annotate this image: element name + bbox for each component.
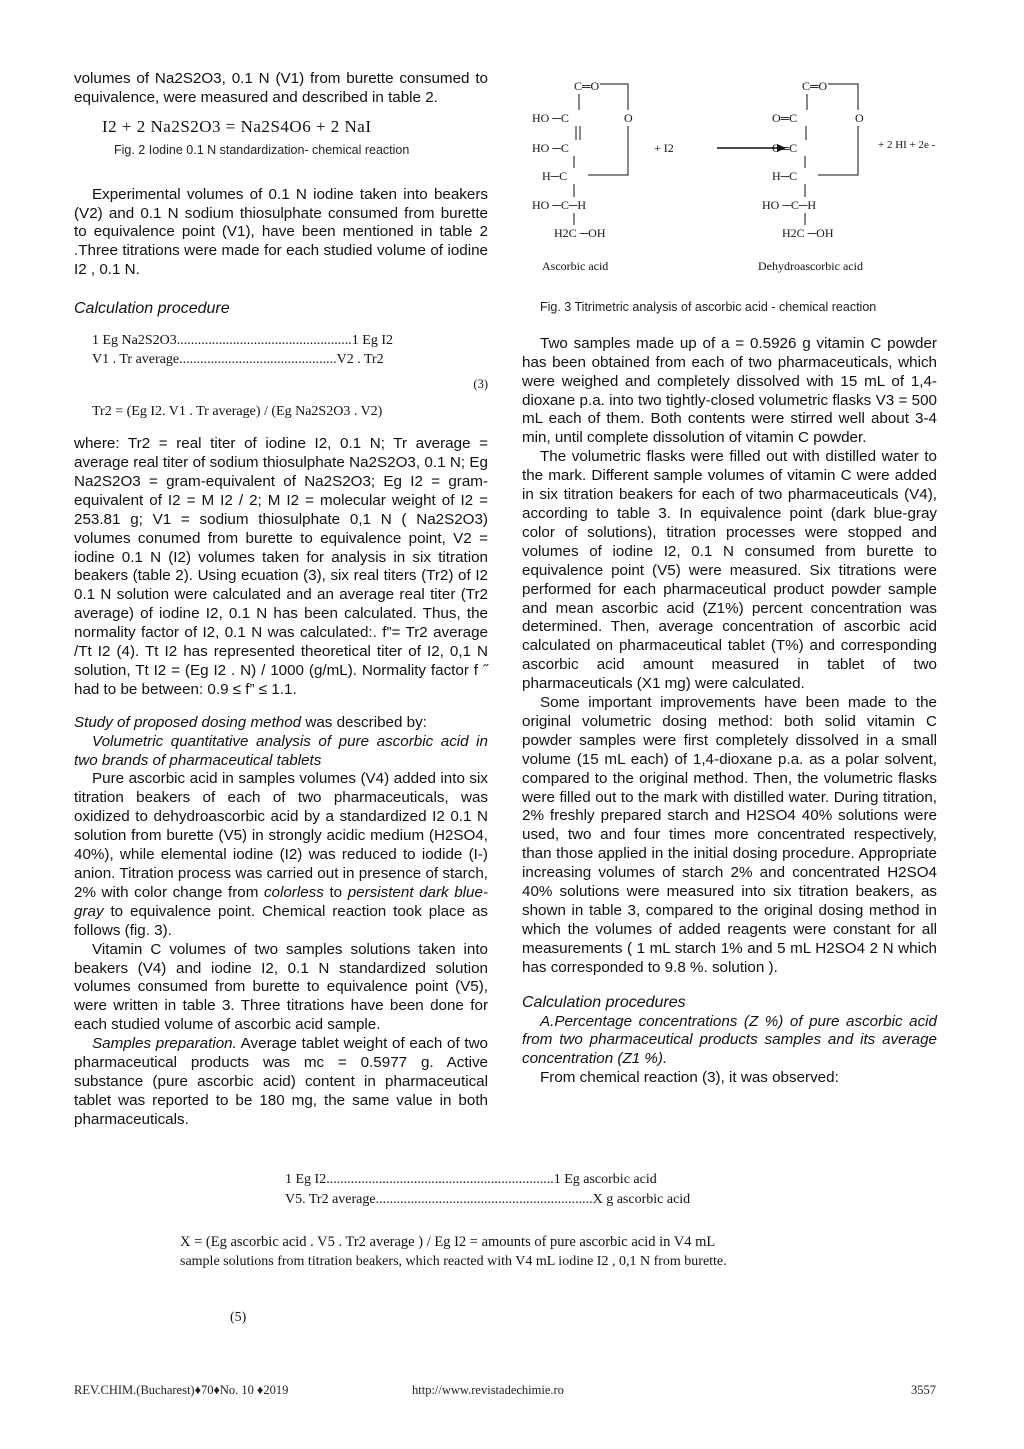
pure-ascorbic-paragraph — [74, 770, 488, 940]
dehydro-h2c-oh: H2C ─OH — [782, 226, 834, 240]
bottom-line-2: V5. Tr2 average..............................................................X g ascorbic acid — [285, 1192, 691, 1207]
fig3-reaction-diagram — [522, 70, 937, 290]
ascorbic-ho-c2: HO ─C — [532, 141, 569, 155]
from-reaction-paragraph: From chemical reaction (3), it was observed: — [540, 1069, 839, 1087]
ascorbic-co: C═O — [574, 79, 600, 93]
equation-number-3: (3) — [473, 377, 488, 392]
two-samples-paragraph: Two samples made up of a = 0.5926 g vitamin C powder has been obtained from each of two pharmaceuticals, which were weighed and completely dissolved with 15 mL of 1,4-dioxane p.a. into two tightly-closed volumetric flasks V3 = 500 mL each of them. Both contents were stirred well about 3-4 min, until complete dissolution of vitamin C powder. — [522, 334, 937, 447]
dehydro-o-c2: O═C — [772, 141, 798, 155]
name-ascorbic-acid: Ascorbic acid — [542, 259, 609, 273]
page-number: 3557 — [911, 1383, 936, 1397]
dehydro-ring-o: O — [855, 111, 864, 125]
study-lead: Study of proposed dosing method — [74, 713, 302, 731]
calc-procedures-heading: Calculation procedures — [522, 993, 686, 1011]
samples-paragraph — [74, 1035, 488, 1130]
pure-text-b: to equivalence point. Chemical reaction took place as follows (fig. 3). — [74, 902, 488, 939]
dehydro-ho-c-h: HO ─C─H — [762, 198, 817, 212]
bottom-line-1: 1 Eg I2.................................................................1 Eg ascorbic acid — [285, 1172, 657, 1187]
ascorbic-ho-c-h: HO ─C─H — [532, 198, 587, 212]
calc-line-2: V1 . Tr average.............................................V2 . Tr2 — [92, 352, 384, 368]
percentage-subheading: A.Percentage concentrations (Z %) of pure ascorbic acid from two pharmaceutical products samples and its average concentration (Z1 %). — [522, 1012, 937, 1068]
improvements-paragraph: Some important improvements have been made to the original volumetric dosing method: both solid vitamin C powder samples were first completely dissolved in a small volume (15 mL each) of 1,4-dioxane p.a. as a polar solvent, compared to the original method. Then, the volumetric flasks were filled out to the mark with distilled water. During titration, 2% freshly prepared starch and H2SO4 40% solutions were used, two and four times more concentrated respectively, than those applied in the initial dosing procedure. Appropriate increasing volumes of starch 2% and concentrated H2SO4 40% solutions were measured into six titration beakers, as shown in table 3, compared to the original dosing method in which the volumes of added reagents were constant for all measurements ( 1 mL starch 1% and 5 mL H2SO4 2 N which has corresponded to 9.8 %. solution ). — [522, 694, 937, 976]
dehydro-o-c1: O═C — [772, 111, 798, 125]
fig2-caption: Fig. 2 Iodine 0.1 N standardization- chemical reaction — [114, 142, 410, 157]
pure-to: to — [323, 883, 348, 901]
plus-iodine: + I2 — [654, 141, 674, 155]
colorless-term: colorless — [263, 883, 324, 901]
samples-rest: Average tablet weight of each of two pharmaceutical products was mc = 0.5977 g. Active substance (pure ascorbic acid) content in pharmaceutical tablet was reported to be 180 mg, the same value in both pharmaceuticals. — [74, 1035, 488, 1128]
vitamin-c-paragraph: Vitamin C volumes of two samples solutions taken into beakers (V4) and iodine I2, 0.1 N standardized solution volumes consumed from burette to equivalence point (V5), were written in table 3. Three titrations have been done for each studied volume of ascorbic acid sample. — [74, 940, 488, 1034]
pure-text-a: Pure ascorbic acid in samples volumes (V4) added into six titration beakers of each of two pharmaceuticals, was oxidized to dehydroascorbic acid by a standardized I2 0.1 N solution from burette (V5) in strongly acidic medium (H2SO4, 40%), while elemental iodine (I2) was reduced to iodide (I-) anion. Titration process was carried out in presence of starch, 2% with color change from — [74, 770, 488, 901]
name-dehydroascorbic-acid: Dehydroascorbic acid — [758, 259, 863, 273]
equation-number-5: (5) — [230, 1310, 247, 1325]
ascorbic-h-c: H─C — [542, 169, 568, 183]
persistent-term: persistent dark blue-gray — [74, 883, 488, 920]
fig3-caption: Fig. 3 Titrimetric analysis of ascorbic acid - chemical reaction — [540, 299, 877, 314]
dehydro-co: C═O — [802, 79, 828, 93]
reaction-products: + 2 HI + 2e - — [878, 139, 936, 151]
bottom-line-4: sample solutions from titration beakers, which reacted with V4 mL iodine I2 , 0,1 N from burette. — [180, 1254, 727, 1269]
calc-block — [92, 331, 488, 421]
samples-lead: Samples preparation. — [92, 1035, 237, 1053]
flasks-paragraph: The volumetric flasks were filled out with distilled water to the mark. Different sample volumes of vitamin C were added in six titration beakers for each of two pharmaceuticals (V4), according to table 3. In equivalence point (dark blue-gray color of solutions), titration processes were stopped and volumes of iodine I2, 0.1 N consumed from burette to equivalence point (V5) were measured. Six titrations were performed for each pharmaceutical product powder sample and mean ascorbic acid (Z1%) percent concentration was determined. Then, average concentration of ascorbic acid calculated on pharmaceutical tablet (T%) and corresponding ascorbic acid amount measured in tablet of two pharmaceuticals (X1 mg) were calculated. — [522, 448, 937, 693]
experimental-paragraph: Experimental volumes of 0.1 N iodine taken into beakers (V2) and 0.1 N sodium thiosulphate consumed from burette to equivalence point (V1), have been mentioned in table 2 .Three titrations were made for each studied volume of iodine I2 , 0.1 N. — [74, 185, 488, 279]
bottom-line-3: X = (Eg ascorbic acid . V5 . Tr2 average ) / Eg I2 = amounts of pure ascorbic acid in V4 mL — [180, 1234, 716, 1250]
equation-iodine-standardization: I2 + 2 Na2S2O3 = Na2S4O6 + 2 NaI — [102, 116, 372, 136]
ascorbic-h2c-oh: H2C ─OH — [554, 226, 606, 240]
volumetric-heading: Volumetric quantitative analysis of pure ascorbic acid in two brands of pharmaceutical tablets — [74, 732, 488, 769]
right-column — [522, 70, 937, 1088]
bottom-equation-block — [180, 1170, 860, 1328]
dehydro-h-c: H─C — [772, 169, 798, 183]
where-paragraph: where: Tr2 = real titer of iodine I2, 0.1 N; Tr average = average real titer of sodium thiosulphate Na2S2O3, 0.1 N; Eg Na2S2O3 = gram-equivalent of Na2S2O3; Eg I2 = gram-equivalent of I2 = M I2 / 2; M I2 = molecular weight of I2 = 253.81 g; V1 = sodium thiosulphate 0,1 N ( Na2S2O3) volumes conumed from burette to equivalence point, V2 = iodine 0.1 N (I2) volumes taken for analysis in six titration beakers (table 2). Using ecuation (3), six real titers (Tr2) of I2 0.1 N solution were calculated and an average real titer (Tr2 average) of iodine I2, 0.1 N has been calculated. Thus, the normality factor of I2, 0.1 N was calculated:. f”= Tr2 average /Tt I2 (4). Tt I2 has represented theoretical titer of I2, 0,1 N solution, Tt I2 = (Eg I2 . N) / 1000 (g/mL). Normality factor f ˝ had to be between: 0.9 ≤ f” ≤ 1.1. — [74, 435, 488, 698]
ascorbic-ring-o: O — [624, 111, 633, 125]
calc-line-3: Tr2 = (Eg I2. V1 . Tr average) / (Eg Na2S2O3 . V2) — [92, 404, 383, 420]
left-column — [74, 70, 488, 1130]
calc-line-1: 1 Eg Na2S2O3..................................................1 Eg I2 — [92, 333, 393, 349]
calc-procedure-heading: Calculation procedure — [74, 300, 230, 318]
journal-url[interactable]: http://www.revistadechimie.ro — [412, 1383, 564, 1397]
journal-citation: REV.CHIM.(Bucharest)♦70♦No. 10 ♦2019 — [74, 1383, 289, 1397]
ascorbic-ho-c1: HO ─C — [532, 111, 569, 125]
intro-paragraph: volumes of Na2S2O3, 0.1 N (V1) from burette consumed to equivalence, were measured and described in table 2. — [74, 70, 488, 106]
study-paragraph — [74, 714, 488, 733]
study-rest: was described by: — [301, 713, 427, 731]
